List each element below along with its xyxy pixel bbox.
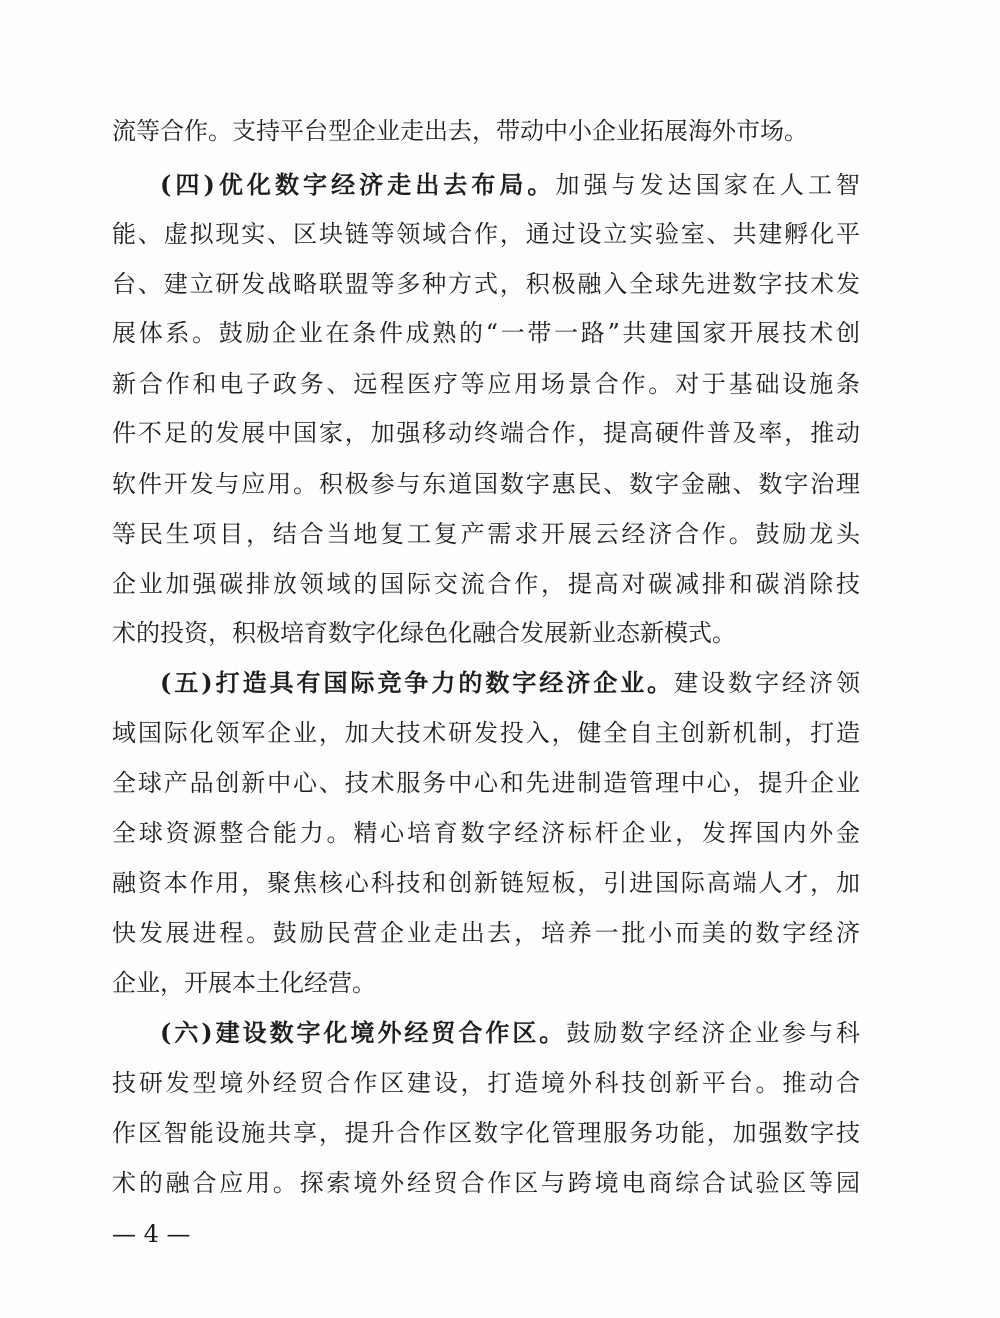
page-number: — 4 — [112,1220,191,1248]
text-line: 域国际化领军企业，加大技术研发投入，健全自主创新机制，打造 [112,719,860,747]
section-first-line [160,663,860,703]
section-text: 鼓励数字经济企业参与科 [566,1019,861,1047]
text-line: 软件开发与应用。积极参与东道国数字惠民、数字金融、数字治理 [112,470,860,498]
text-line: 企业，开展本土化经营。 [112,969,376,997]
section-first-line [160,1013,860,1053]
text-line: 技研发型境外经贸合作区建设，打造境外科技创新平台。推动合 [112,1069,860,1097]
section-heading: (六)建设数字化境外经贸合作区。 [160,1018,567,1047]
section-first-line [160,165,860,205]
text-line: 新合作和电子政务、远程医疗等应用场景合作。对于基础设施条 [112,370,860,398]
text-line: 企业加强碳排放领域的国际交流合作，提高对碳减排和碳消除技 [112,570,860,598]
section-heading: (四)优化数字经济走出去布局。 [160,170,556,199]
text-line: 全球产品创新中心、技术服务中心和先进制造管理中心，提升企业 [112,769,860,797]
text-line: 等民生项目，结合当地复工复产需求开展云经济合作。鼓励龙头 [112,520,860,548]
section-text: 加强与发达国家在人工智 [555,171,860,199]
text-line: 件不足的发展中国家，加强移动终端合作，提高硬件普及率，推动 [112,419,860,447]
text-line: 全球资源整合能力。精心培育数字经济标杆企业，发挥国内外金 [112,819,860,847]
text-line: 流等合作。支持平台型企业走出去，带动中小企业拓展海外市场。 [112,117,808,145]
section-text: 建设数字经济领 [674,669,861,697]
text-line: 术的投资，积极培育数字化绿色化融合发展新业态新模式。 [112,619,736,647]
text-line: 台、建立研发战略联盟等多种方式，积极融入全球先进数字技术发 [112,270,860,298]
text-line: 作区智能设施共享，提升合作区数字化管理服务功能，加强数字技 [112,1119,860,1147]
text-line: 展体系。鼓励企业在条件成熟的“一带一路”共建国家开展技术创 [112,319,860,347]
text-line: 融资本作用，聚焦核心科技和创新链短板，引进国际高端人才，加 [112,869,860,897]
section-heading: (五)打造具有国际竞争力的数字经济企业。 [160,668,675,697]
text-line: 快发展进程。鼓励民营企业走出去，培养一批小而美的数字经济 [112,919,860,947]
text-line: 能、虚拟现实、区块链等领域合作，通过设立实验室、共建孵化平 [112,220,860,248]
text-line: 术的融合应用。探索境外经贸合作区与跨境电商综合试验区等园 [112,1169,860,1197]
